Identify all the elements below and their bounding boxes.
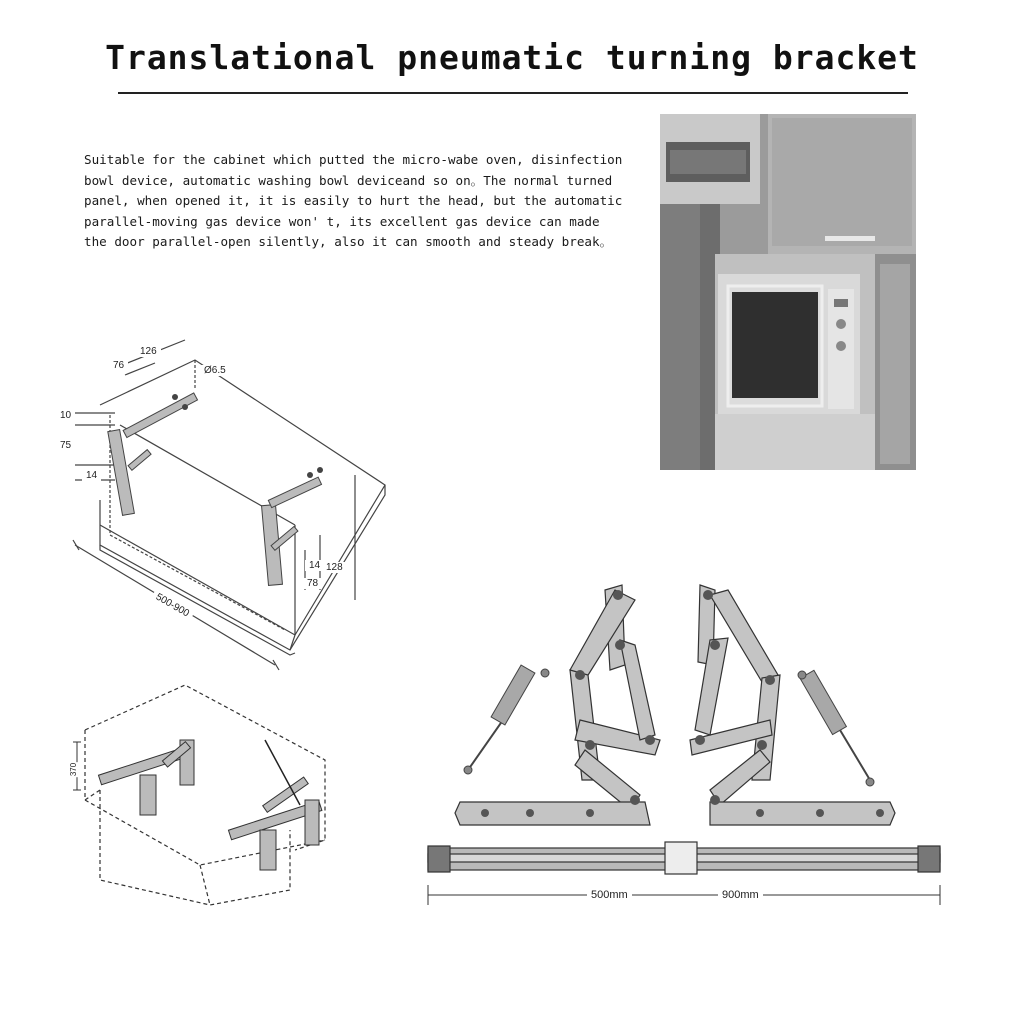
description-line: parallel-moving gas device won' t, its excellent gas device can made bbox=[84, 213, 600, 229]
bar-dim-500mm: 500mm bbox=[587, 889, 632, 901]
dim-126: 126 bbox=[136, 346, 161, 357]
dim-width-range: 500-900 bbox=[150, 590, 194, 622]
dim-128: 128 bbox=[322, 562, 347, 573]
dim-14: 14 bbox=[82, 470, 101, 481]
dim-78: 78 bbox=[303, 578, 322, 589]
dim-76: 76 bbox=[109, 360, 128, 371]
description-line: panel, when opened it, it is easily to hurt the head, but the automatic bbox=[84, 193, 623, 208]
dim-75: 75 bbox=[56, 440, 75, 451]
cabinet-install-diagram bbox=[65, 680, 355, 910]
dim-370: 370 bbox=[69, 762, 79, 777]
title-underline bbox=[118, 92, 908, 94]
description-line: Suitable for the cabinet which putted the micro-wabe oven, disinfection bbox=[84, 152, 623, 167]
kitchen-microwave-photo bbox=[660, 114, 916, 470]
bar-dim-900mm: 900mm bbox=[718, 889, 763, 901]
description-text bbox=[84, 150, 644, 253]
cabinet-dimension-diagram bbox=[55, 335, 395, 680]
description-line: the door parallel-open silently, also it can smooth and steady break。 bbox=[84, 234, 613, 249]
dim-10: 10 bbox=[56, 410, 75, 421]
dim-14-right: 14 bbox=[305, 560, 324, 571]
description-line: bowl device, automatic washing bowl deviceand so on。The normal turned bbox=[84, 172, 613, 188]
page-title: Translational pneumatic turning bracket bbox=[105, 38, 919, 77]
bracket-parts-illustration bbox=[410, 570, 950, 910]
dim-hole-diameter: Ø6.5 bbox=[200, 365, 230, 376]
